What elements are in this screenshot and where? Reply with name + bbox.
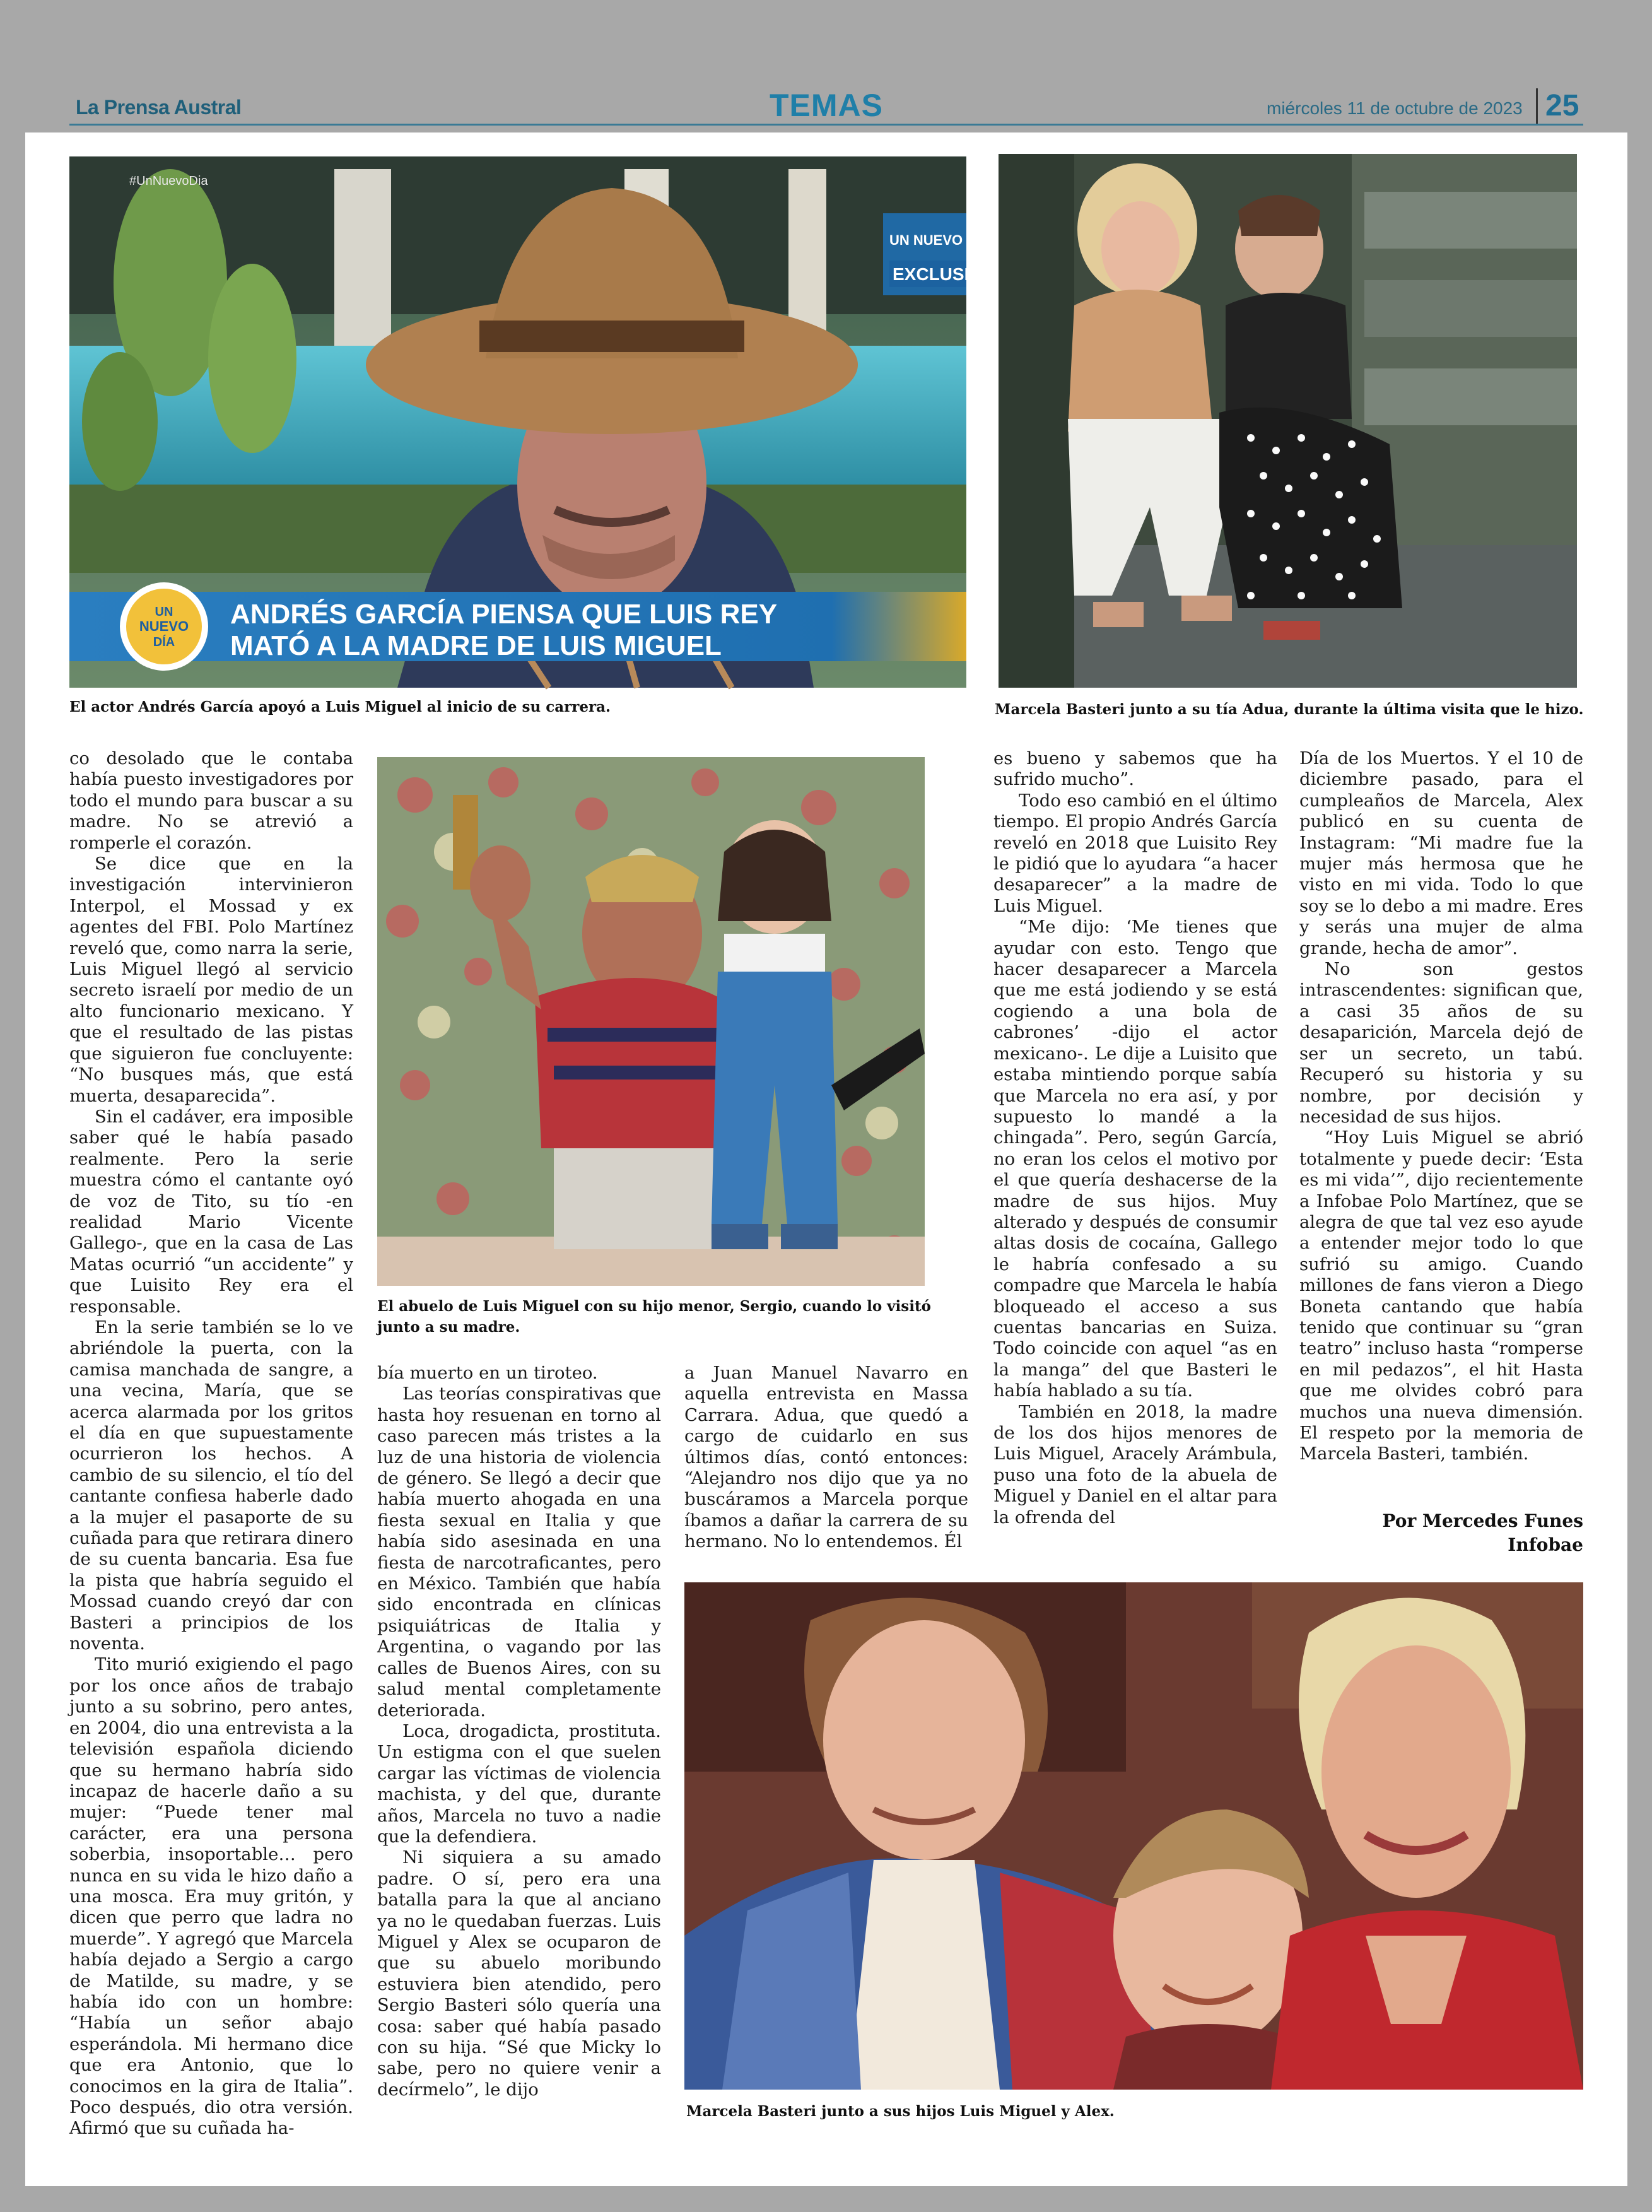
logo-line-3: DÍA — [153, 635, 175, 649]
publication-name: La Prensa Austral — [76, 96, 242, 119]
article-column-3 — [993, 748, 1277, 1528]
article-paragraph: Las teorías conspirativas que hasta hoy resuenan en torno al caso parecen más tristes a la luz de una historia de violencia de género. Se llegó a decir que había muerto ahogada en una fiesta sexual en Italia y que había sido asesinada en una fiesta de narcotraficantes, pero en México. También que había sido encontrada en clínicas psiquiátricas de Italia y Argentina, o vagando por las calles de Buenos Aires, con su salud mental completamente deteriorada. — [377, 1384, 661, 1721]
article-paragraph: bía muerto en un tiroteo. — [377, 1363, 598, 1383]
caption-marcela-hijos: Marcela Basteri junto a sus hijos Luis Miguel y Alex. — [686, 2103, 1115, 2120]
article-paragraph: Se dice que en la investigación intervinieron Interpol, el Mossad y ex agentes del FBI. Polo Martínez reveló que, como narra la serie, Luis Miguel llegó al servicio secreto israelí por medio de un alto funcionario mexicano. Y que el resultado de las pistas que siguieron fue concluyente: “No busques más, que está muerta, desaparecida”. — [69, 854, 353, 1106]
issue-date: miércoles 11 de octubre de 2023 — [1267, 98, 1523, 118]
photo-marcela-hijos — [684, 1582, 1583, 2090]
page-number: 25 — [1545, 89, 1579, 122]
badge-small-text: UN NUEVO DÍA — [889, 232, 991, 248]
article-paragraph: En la serie también se lo ve abriéndole la puerta, con la camisa manchada de sangre, a una vecina, María, que se acerca alarmada por los gritos el día en que supuestamente ocurrieron los hechos. A cambio de su silencio, el tío del cantante confiesa haberle dado a la mujer el pasaporte de su cuñada para que retirara dinero de su cuenta bancaria. Esa fue la pista que habría seguido el Mossad cuando creyó dar con Basteri a principios de los noventa. — [69, 1317, 353, 1654]
article-paragraph: es bueno y sabemos que ha sufrido mucho”. — [993, 748, 1277, 790]
article-paragraph: Sin el cadáver, era imposible saber qué le había pasado realmente. Pero la serie muestra cómo el cantante oyó de voz de Tito, su tío -en realidad Mario Vicente Gallego-, que en la casa de Las Matas ocurrió “un accidente” y que Luisito Rey era el responsable. — [69, 1106, 353, 1317]
article-column-2 — [377, 1363, 661, 2100]
article-byline — [1356, 1509, 1583, 1557]
section-title: TEMAS — [770, 88, 883, 123]
logo-line-1: UN — [155, 605, 173, 619]
logo-line-2: NUEVO — [139, 618, 189, 634]
photo-marcela-adua — [999, 154, 1577, 688]
article-paragraph: Día de los Muertos. Y el 10 de diciembre pasado, para el cumpleaños de Marcela, Alex publicó en su cuenta de Instagram: “Mi madre fue la mujer más hermosa que he visto en mi vida. Todo lo que soy se lo debo a mi madre. Eres y serás una mujer de alma grande, hecha de amor”. — [1299, 748, 1583, 958]
banner-line-1: ANDRÉS GARCÍA PIENSA QUE LUIS REY — [230, 599, 778, 630]
article-column-1 — [69, 748, 353, 2139]
article-column-3a — [684, 1363, 968, 1553]
photo-marcela-adua-image — [999, 154, 1577, 688]
photo-abuelo-sergio-image — [377, 757, 925, 1286]
article-paragraph: “Hoy Luis Miguel se abrió totalmente y puede decir: ‘Esta es mi vida’”, dijo recientemente a Infobae Polo Martínez, que se alegra de que tal vez eso ayude a entender mejor todo lo que sufrió su amigo. Cuando millones de fans vieron a Diego Boneta cantando que había tenido que continuar su “gran teatro” incluso hasta “romperse en mil pedazos”, el hit Hasta que me olvides cobró para muchos una nueva dimensión. El respeto por la memoria de Marcela Basteri, también. — [1299, 1127, 1583, 1464]
caption-marcela-adua: Marcela Basteri junto a su tía Adua, durante la última visita que le hizo. — [995, 701, 1584, 718]
article-paragraph: co desolado que le contaba había puesto investigadores por todo el mundo para buscar a su madre. No se atrevió a romperle el corazón. — [69, 748, 353, 853]
caption-abuelo-sergio: El abuelo de Luis Miguel con su hijo menor, Sergio, cuando lo visitó junto a su madre. — [377, 1298, 931, 1336]
article-paragraph: Tito murió exigiendo el pago por los once años de trabajo junto a su sobrino, pero antes, en 2004, dio una entrevista a la televisión española diciendo que su hermano habría sido incapaz de hacerle daño a su mujer: “Puede tener mal carácter, era una persona soberbia, insoportable… pero nunca en su vida le hizo daño a una mosca. Era muy gritón, y dicen que perro que ladra no muerde”. Y agregó que Marcela había dejado a Sergio a cargo de Matilde, su madre, y se había ido con un hombre: “Había un señor abajo esperándola. Mi hermano dice que era Antonio, que lo conocimos en la gira de Italia”. Poco después, dio otra versión. Afirmó que su cuñada ha- — [69, 1654, 353, 2139]
photo-marcela-hijos-image — [684, 1582, 1583, 2090]
article-paragraph: Todo eso cambió en el último tiempo. El propio Andrés García reveló en 2018 que Luisito Rey le pidió que lo ayudara “a hacer desaparecer” a la madre de Luis Miguel. — [993, 790, 1277, 916]
header-rule — [69, 124, 1583, 126]
byline-author: Por Mercedes Funes — [1382, 1510, 1583, 1531]
badge-exclusive-text: EXCLUSIVA — [893, 264, 993, 284]
watermark-text: #UnNuevoDia — [129, 174, 208, 188]
byline-source: Infobae — [1508, 1534, 1583, 1555]
article-paragraph: a Juan Manuel Navarro en aquella entrevista en Massa Carrara. Adua, que quedó a cargo de cuidarlo en sus últimos días, contó entonces: “Alejandro nos dijo que ya no buscáramos a Marcela porque íbamos a dañar la carrera de su hermano. No lo entendemos. Él — [684, 1363, 968, 1552]
caption-andres-garcia: El actor Andrés García apoyó a Luis Miguel al inicio de su carrera. — [69, 698, 611, 715]
article-paragraph: Ni siquiera a su amado padre. O sí, pero era una batalla para la que al anciano ya no le quedaban fuerzas. Luis Miguel y Alex se ocuparon de que su abuelo moribundo estuviera bien atendido, pero Sergio Basteri sólo quería una cosa: saber qué había pasado con su hija. “Sé que Micky lo sabe, pero no quiere venir a decírmelo”, le dijo — [377, 1847, 661, 2100]
article-paragraph: También en 2018, la madre de los dos hijos menores de Luis Miguel, Aracely Arámbula, puso una foto de la abuela de Miguel y Daniel en el altar para la ofrenda del — [993, 1401, 1277, 1527]
header-separator — [1536, 88, 1538, 124]
banner-line-2: MATÓ A LA MADRE DE LUIS MIGUEL — [230, 630, 722, 661]
article-paragraph: “Me dijo: ‘Me tienes que ayudar con esto. Tengo que hacer desaparecer a Marcela que me está jodiendo y se está cogiendo a una bola de cabrones’ -dijo el actor mexicano-. Le dije a Luisito que estaba mintiendo porque sabía que Marcela no era así, y por supuesto lo mandé a la chingada”. Pero, según García, no eran los celos el motivo por el que quería deshacerse de la madre de sus hijos. Muy alterado y después de consumir altas dosis de cocaína, Gallego le habría confesado a su compadre que Marcela le había bloqueado el acceso a sus cuentas bancarias en Suiza. Todo coincide con aquel “as en la manga” del que Basteri le había hablado a su tía. — [993, 917, 1277, 1401]
photo-abuelo-sergio — [377, 757, 925, 1286]
page-header — [0, 0, 1652, 132]
article-column-4 — [1299, 748, 1583, 1465]
photo-andres-garcia-image — [69, 156, 993, 688]
article-paragraph: Loca, drogadicta, prostituta. Un estigma con el que suelen cargar las víctimas de violencia machista, y del que, durante años, Marcela no tuvo a nadie que la defendiera. — [377, 1721, 661, 1847]
photo-andres-garcia — [69, 156, 993, 688]
article-paragraph: No son gestos intrascendentes: significan que, a casi 35 años de su desaparición, Marcela dejó de ser un secreto, un tabú. Recuperó su historia y su nombre, por decisión y necesidad de sus hijos. — [1299, 959, 1583, 1127]
